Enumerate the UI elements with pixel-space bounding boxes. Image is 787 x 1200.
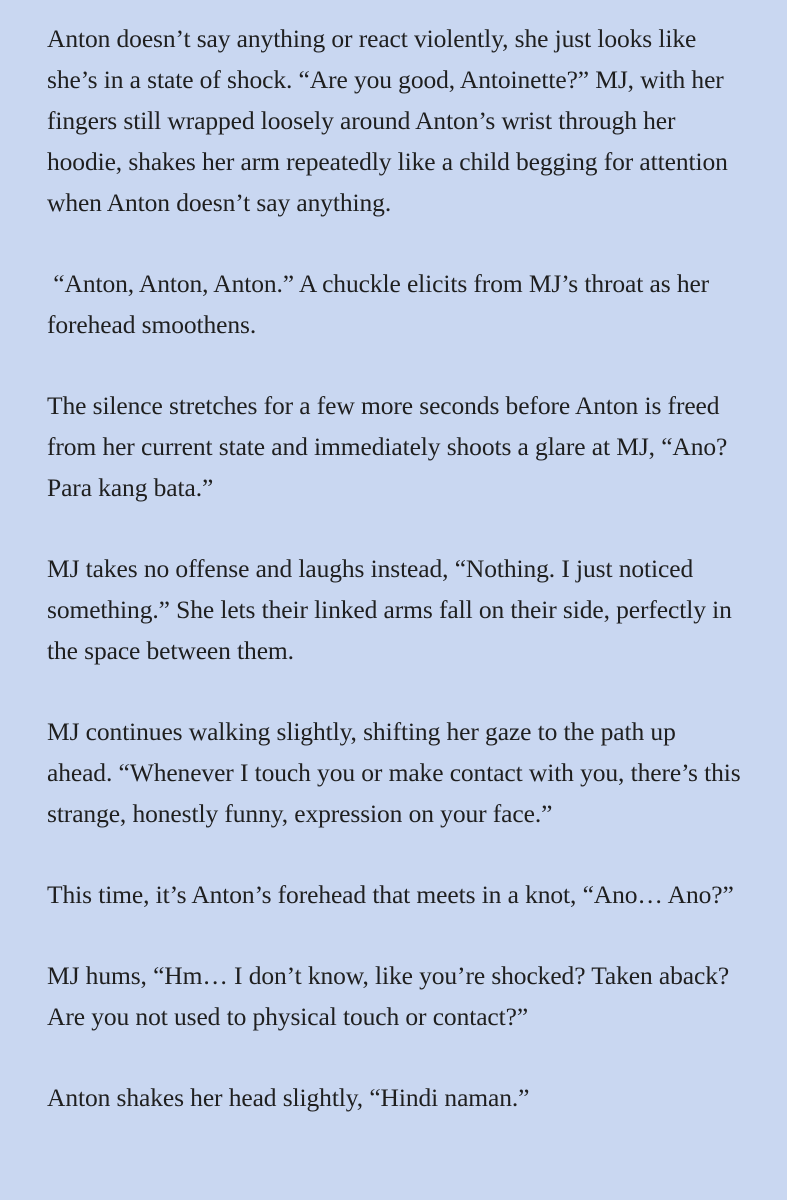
story-paragraph: “Anton, Anton, Anton.” A chuckle elicits from MJ’s throat as her forehead smoothens. — [47, 269, 716, 339]
story-paragraph: The silence stretches for a few more seconds before Anton is freed from her current state and immediately shoots a glare at MJ, “Ano? Para kang bata.” — [47, 391, 734, 502]
story-paragraph: MJ continues walking slightly, shifting her gaze to the path up ahead. “Whenever I touch you or make contact with you, there’s this strange, honestly funny, expression on your face.” — [47, 717, 747, 828]
story-paragraph: Anton shakes her head slightly, “Hindi naman.” — [47, 1083, 530, 1112]
story-paragraph: Anton doesn’t say anything or react violently, she just looks like she’s in a state of shock. “Are you good, Antoinette?” MJ, with her fingers still wrapped loosely around Anton’s wrist through her hoodie, shakes her arm repeatedly like a child begging for attention when Anton doesn’t say anything. — [47, 24, 735, 217]
story-paragraph: MJ takes no offense and laughs instead, “Nothing. I just noticed something.” She lets their linked arms fall on their side, perfectly in the space between them. — [47, 554, 739, 665]
story-paragraph: MJ hums, “Hm… I don’t know, like you’re shocked? Taken aback? Are you not used to physical touch or contact?” — [47, 961, 734, 1031]
story-paragraph: This time, it’s Anton’s forehead that meets in a knot, “Ano… Ano?” — [47, 880, 734, 909]
